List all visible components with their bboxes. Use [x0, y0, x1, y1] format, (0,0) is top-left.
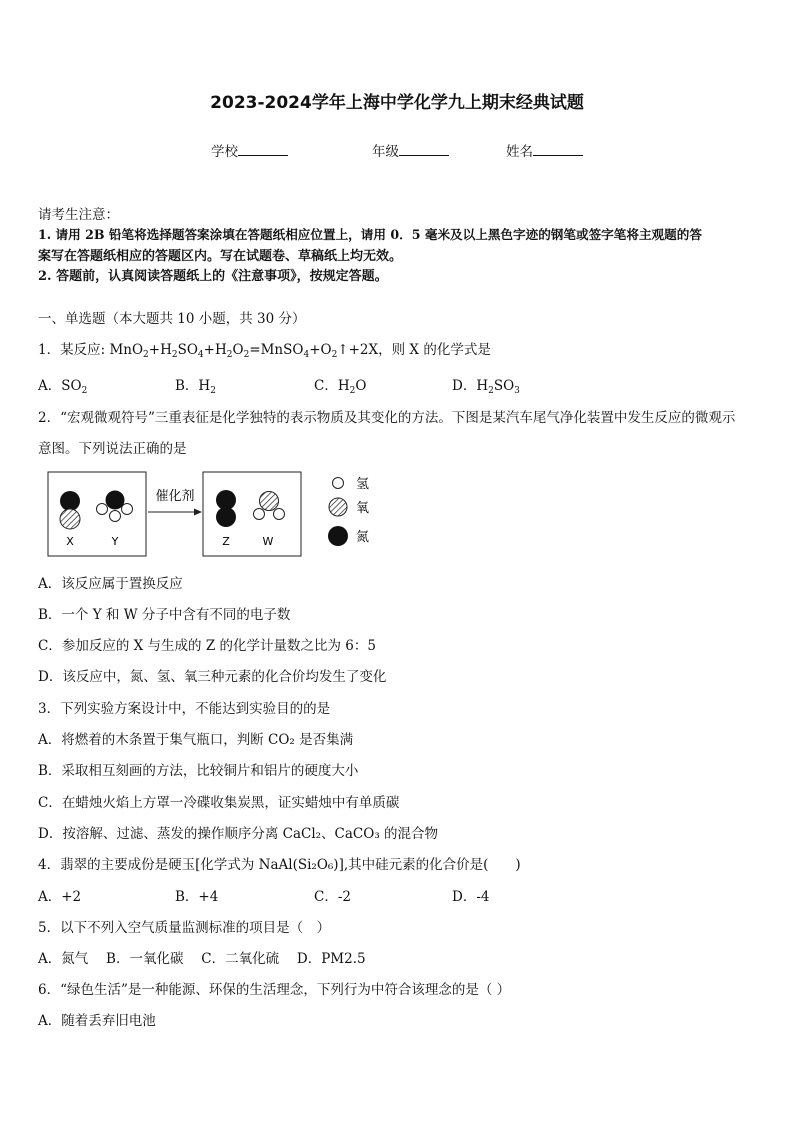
q2-option-d: D．该反应中，氮、氢、氧三种元素的化合价均发生了变化 — [38, 669, 387, 685]
school-label: 学校 — [211, 144, 238, 160]
z-nitrogen-atom — [216, 507, 236, 527]
q2-option-c: C．参加反应的 X 与生成的 Z 的化学计量数之比为 6：5 — [38, 638, 376, 654]
name-label: 姓名 — [506, 144, 533, 160]
q1-option-b: B．$H_2$ — [175, 378, 216, 396]
q4-option-b: B．+4 — [175, 889, 219, 905]
q2-option-a: A．该反应属于置换反应 — [38, 576, 183, 592]
reaction-diagram — [44, 470, 384, 560]
notice-line-2: 2. 答题前，认真阅读答题纸上的《注意事项》，按规定答题。 — [38, 269, 388, 284]
q3-option-d: D．按溶解、过滤、蒸发的操作顺序分离 CaCl₂、CaCO₃ 的混合物 — [38, 826, 439, 842]
legend-nitrogen: 氮 — [356, 530, 370, 545]
legend-oxygen-icon — [329, 498, 347, 516]
question-4-stem: 4．翡翠的主要成份是硬玉[化学式为 NaAl(Si₂O₆)],其中硅元素的化合价是( ) — [38, 857, 521, 873]
q1-option-c: C．$H_2O$ — [314, 378, 367, 396]
grade-label: 年级 — [372, 144, 399, 160]
name-field — [506, 140, 583, 160]
legend-hydrogen-icon — [333, 478, 344, 489]
q1-option-a: A．$SO_2$ — [38, 378, 88, 396]
legend-nitrogen-icon — [328, 526, 348, 546]
q2-option-b: B．一个 Y 和 W 分子中含有不同的电子数 — [38, 607, 291, 623]
question-3-stem: 3．下列实验方案设计中，不能达到实验目的的是 — [38, 701, 331, 717]
q6-option-a: A．随着丢弃旧电池 — [38, 1013, 156, 1029]
question-5-stem: 5．以下不列入空气质量监测标准的项目是（ ） — [38, 920, 331, 936]
y-hydrogen-atom — [122, 504, 133, 515]
grade-field — [372, 140, 449, 160]
notice-heading: 请考生注意： — [38, 207, 119, 223]
q3-option-b: B．采取相互刻画的方法，比较铜片和铝片的硬度大小 — [38, 763, 359, 779]
question-6-stem: 6．“绿色生活”是一种能源、环保的生活理念，下列行为中符合该理念的是（ ） — [38, 982, 511, 998]
w-oxygen-atom — [260, 492, 279, 511]
name-blank — [533, 143, 583, 156]
legend-hydrogen: 氢 — [356, 477, 370, 492]
notice-line-1b: 案写在答题纸相应的答题区内。写在试题卷、草稿纸上均无效。 — [38, 249, 403, 264]
school-blank — [238, 143, 288, 156]
q1-prefix: 1．某反应: — [38, 342, 110, 358]
q4-option-d: D．-4 — [452, 889, 490, 905]
y-hydrogen-atom — [110, 511, 121, 522]
x-oxygen-atom — [60, 509, 80, 529]
question-2-stem-1: 2．“宏观微观符号”三重表征是化学独特的表示物质及其变化的方法。下图是某汽车尾气净化装置中发生反应的微观示 — [38, 410, 736, 426]
w-hydrogen-atom — [254, 509, 265, 520]
x-nitrogen-atom — [60, 491, 80, 511]
page-title: 2023-2024学年上海中学化学九上期末经典试题 — [210, 93, 584, 113]
q5-options: A．氮气 B．一氧化碳 C．二氧化硫 D．PM2.5 — [38, 951, 366, 967]
q3-option-a: A．将燃着的木条置于集气瓶口，判断 CO₂ 是否集满 — [38, 732, 354, 748]
q3-option-c: C．在蜡烛火焰上方罩一冷碟收集炭黑，证实蜡烛中有单质碳 — [38, 795, 400, 811]
q4-option-c: C．-2 — [314, 889, 351, 905]
q1-equation: $MnO_2+H_2SO_4+H_2O_2=MnSO_4+O_2↑+2X$ — [109, 342, 379, 360]
label-y: Y — [111, 535, 119, 548]
question-1-stem — [38, 338, 491, 360]
arrow-head — [194, 509, 202, 516]
w-hydrogen-atom — [274, 509, 285, 520]
label-w: W — [262, 535, 274, 548]
section-heading: 一、单选题（本大题共 10 小题，共 30 分） — [38, 311, 306, 327]
question-2-stem-2: 意图。下列说法正确的是 — [38, 441, 187, 457]
q1-option-d: D．$H_2SO_3$ — [452, 378, 520, 396]
q4-option-a: A．+2 — [38, 889, 82, 905]
school-field — [211, 140, 288, 160]
y-hydrogen-atom — [97, 504, 108, 515]
q1-suffix: ，则 X 的化学式是 — [378, 342, 491, 358]
label-x: X — [66, 535, 74, 548]
notice-line-1: 1. 请用 2B 铅笔将选择题答案涂填在答题纸相应位置上，请用 0．5 毫米及以上黑色字迹的钢笔或签字笔将主观题的答 — [38, 227, 702, 242]
grade-blank — [399, 143, 449, 156]
legend-oxygen: 氧 — [356, 501, 370, 516]
label-z: Z — [222, 535, 230, 548]
catalyst-label: 催化剂 — [155, 489, 195, 504]
